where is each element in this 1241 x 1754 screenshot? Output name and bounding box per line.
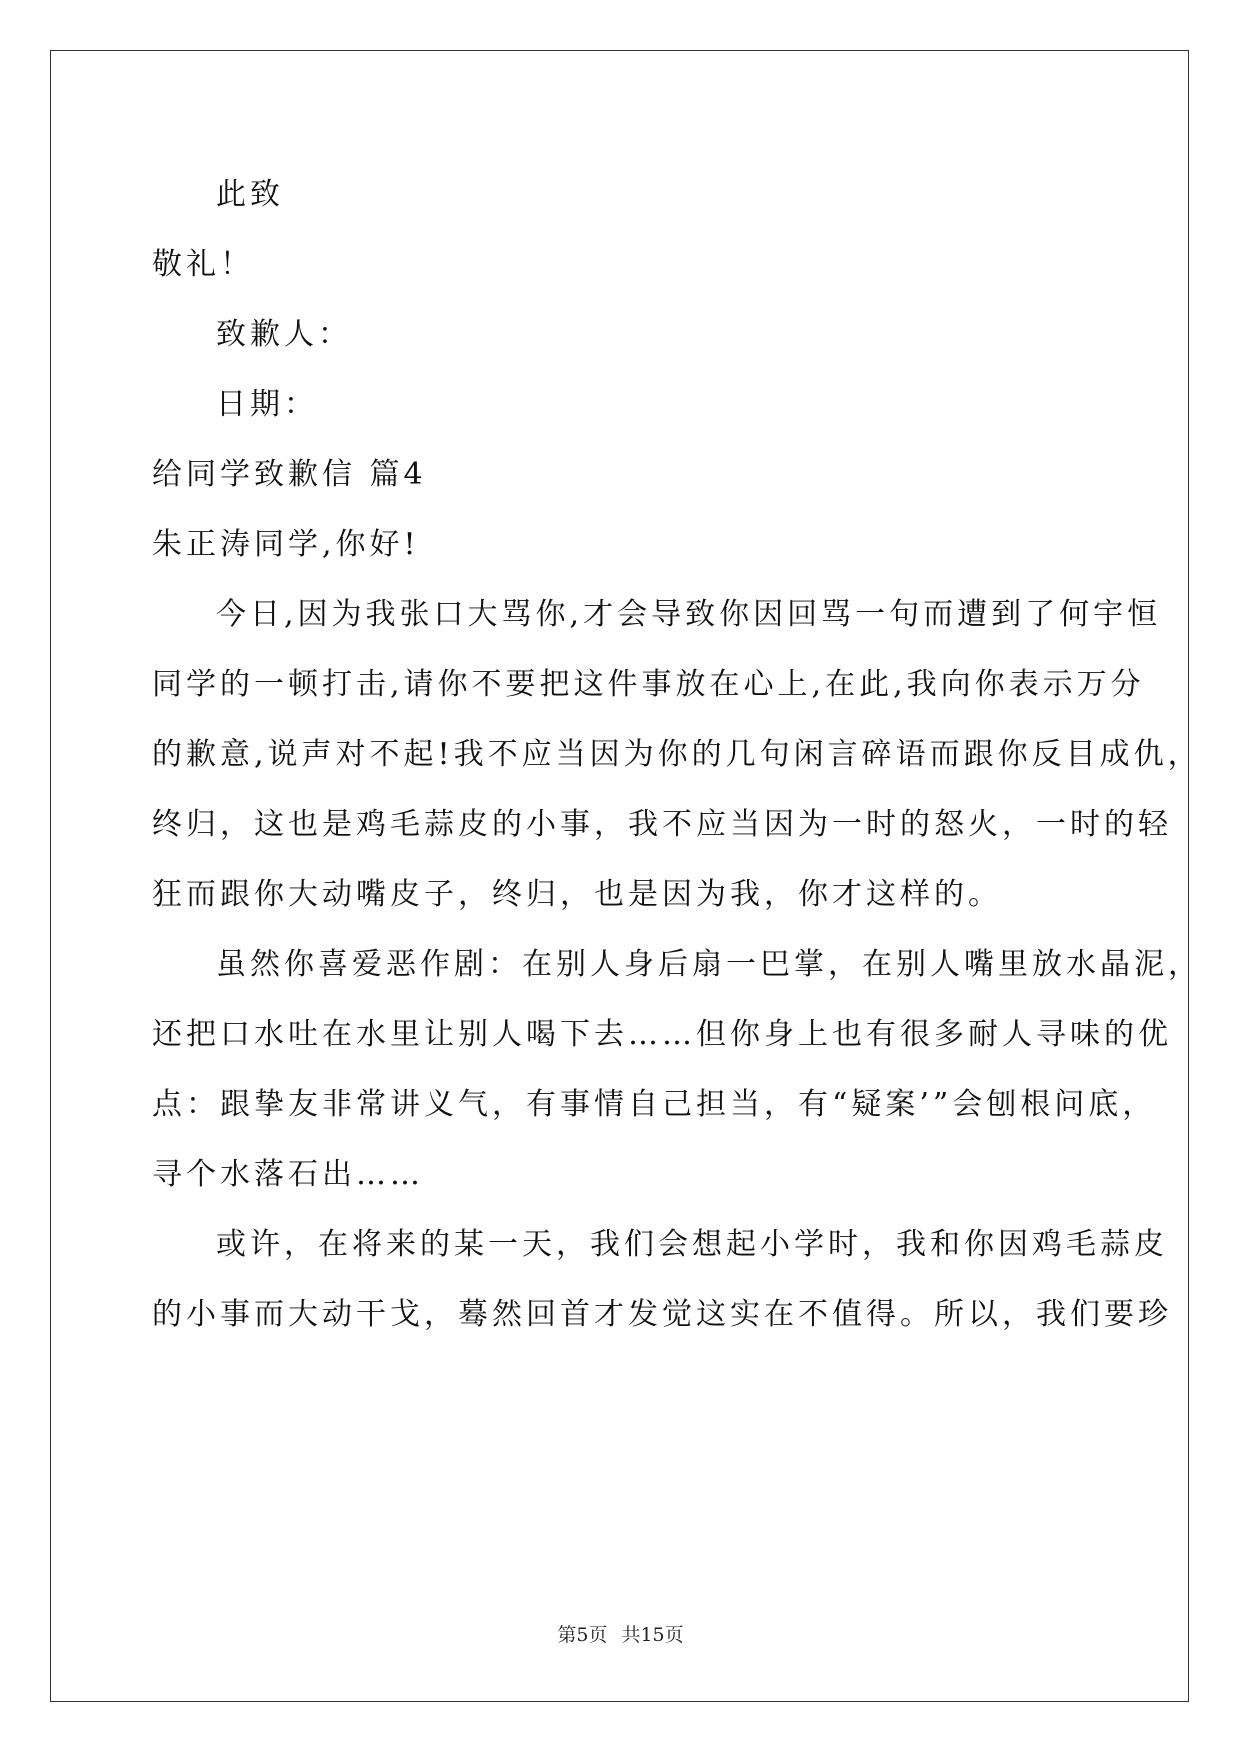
page-footer (0, 1620, 1241, 1647)
signature-label: 致歉人： (216, 317, 352, 352)
paragraph-line: 或许，在将来的某一天，我们会想起小学时，我和你因鸡毛蒜皮 (216, 1227, 1168, 1262)
page-number-total: 共15页 (621, 1624, 684, 1646)
paragraph-line: 今日,因为我张口大骂你,才会导致你因回骂一句而遭到了何宇恒 (216, 597, 1162, 632)
paragraph-line: 寻个水落石出…… (152, 1157, 424, 1192)
paragraph-line: 的歉意,说声对不起!我不应当因为你的几句闲言碎语而跟你反目成仇， (152, 737, 1202, 772)
greeting-line: 朱正涛同学,你好! (152, 527, 420, 562)
paragraph-line: 狂而跟你大动嘴皮子，终归，也是因为我，你才这样的。 (152, 877, 1002, 912)
paragraph-line: 虽然你喜爱恶作剧：在别人身后扇一巴掌，在别人嘴里放水晶泥， (216, 947, 1202, 982)
paragraph-line: 点：跟挚友非常讲义气，有事情自己担当，有“疑案’”会刨根问底， (152, 1087, 1157, 1122)
page-number-current: 第5页 (557, 1624, 608, 1646)
paragraph-line: 的小事而大动干戈，蓦然回首才发觉这实在不值得。所以，我们要珍 (152, 1297, 1172, 1332)
section-title: 给同学致歉信 篇4 (152, 457, 427, 492)
paragraph-line: 终归，这也是鸡毛蒜皮的小事，我不应当因为一时的怒火，一时的轻 (152, 807, 1172, 842)
date-label: 日期： (216, 387, 318, 422)
paragraph-line: 同学的一顿打击,请你不要把这件事放在心上,在此,我向你表示万分 (152, 667, 1145, 702)
document-body (152, 160, 1202, 1350)
salutation-line: 敬礼！ (152, 247, 254, 282)
closing-line: 此致 (216, 177, 284, 212)
paragraph-line: 还把口水吐在水里让别人喝下去……但你身上也有很多耐人寻味的优 (152, 1017, 1172, 1052)
